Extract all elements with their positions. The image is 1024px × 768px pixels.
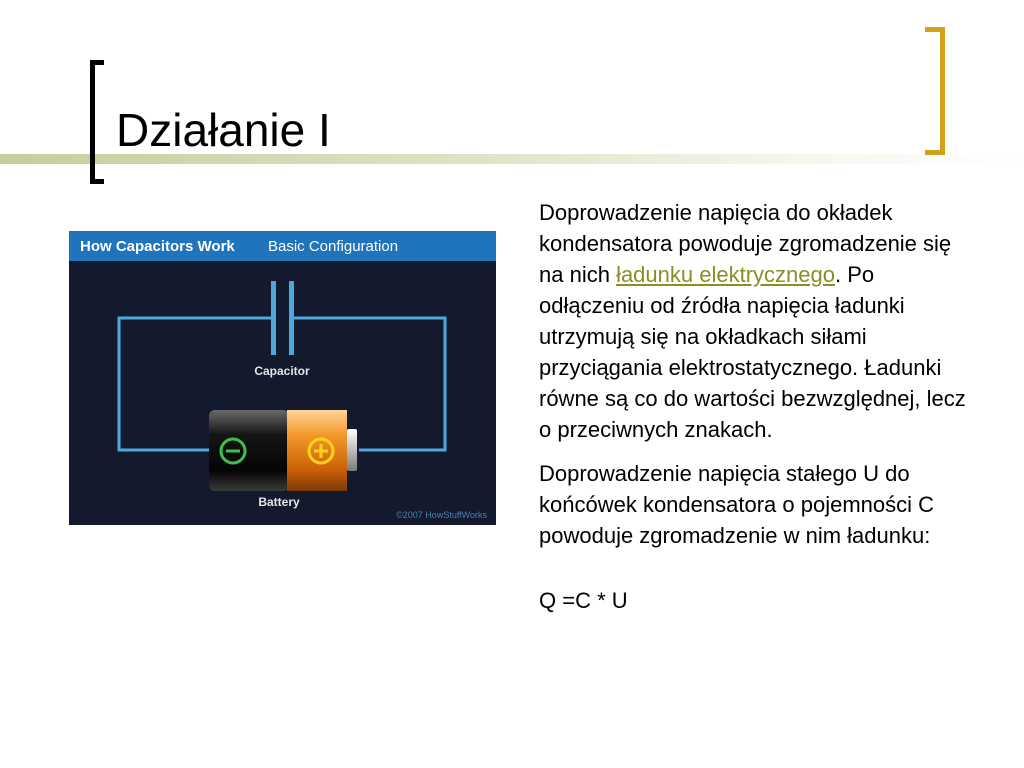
- slide-body-text: [539, 197, 969, 629]
- right-bracket-decoration: [925, 27, 945, 155]
- capacitor-label: Capacitor: [254, 364, 310, 378]
- diagram-header-title: How Capacitors Work: [80, 238, 235, 255]
- charge-link[interactable]: ładunku elektrycznego: [616, 262, 835, 287]
- paragraph-1: [539, 197, 969, 445]
- capacitor-plate-right: [289, 281, 294, 355]
- battery-icon: [209, 410, 357, 491]
- slide-title: Działanie I: [116, 104, 331, 156]
- paragraph-2: Doprowadzenie napięcia stałego U do końcówek kondensatora o pojemności C powoduje zgromadzenie w nim ładunku:: [539, 461, 935, 548]
- diagram-header-subtitle: Basic Configuration: [268, 238, 399, 255]
- paragraph-1-end: . Po odłączeniu od źródła napięcia ładunki utrzymują się na okładkach siłami przyciągania elektrostatycznego. Ładunki równe są co do wartości bezwzględnej, lecz o przeciwnych znakach.: [539, 262, 966, 442]
- paragraph-1-start: Doprowadzenie napięcia do okładek kondensatora powoduje zgromadzenie się na nich: [539, 200, 952, 287]
- formula: Q =C * U: [539, 588, 628, 613]
- capacitor-diagram: [69, 231, 496, 525]
- battery-cap: [347, 429, 357, 471]
- battery-label: Battery: [258, 495, 300, 509]
- left-bracket-decoration: [90, 60, 104, 184]
- diagram-copyright: ©2007 HowStuffWorks: [396, 510, 487, 520]
- capacitor-plate-left: [271, 281, 276, 355]
